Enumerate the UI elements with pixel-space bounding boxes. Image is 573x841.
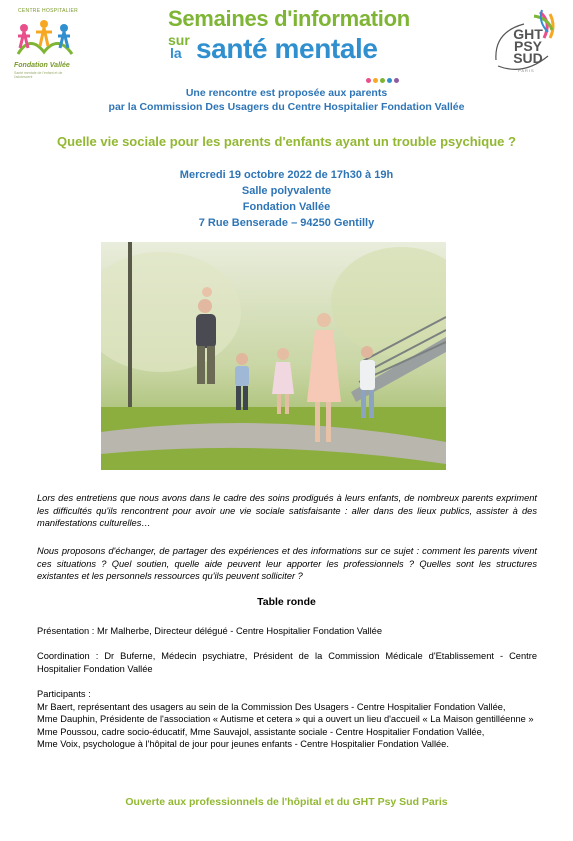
question-heading: Quelle vie sociale pour les parents d'enfants ayant un trouble psychique ? xyxy=(57,134,516,149)
participant-4: Mme Voix, psychologue à l'hôpital de jour pour jeunes enfants - Centre Hospitalier Fondation Vallée. xyxy=(37,739,449,749)
paragraph-1: Lors des entretiens que nous avons dans le cadre des soins prodigués à leurs enfants, de nombreux parents expriment les difficultés qu'ils rencontrent pour avoir une vie sociale satisfaisante : aller dans des lieux publics, assister à des manifestations culturelles… xyxy=(37,493,537,528)
event-room: Salle polyvalente xyxy=(241,185,332,197)
event-details xyxy=(0,167,573,231)
intro-line2: par la Commission Des Usagers du Centre Hospitalier Fondation Vallée xyxy=(108,101,465,113)
dot-green xyxy=(380,78,385,83)
table-ronde-heading: Table ronde xyxy=(257,596,316,608)
title-sur: sur xyxy=(168,32,190,48)
dot-blue xyxy=(387,78,392,83)
title-line2: santé mentale xyxy=(196,33,378,64)
paragraph-2: Nous proposons d'échanger, de partager des expériences et des informations sur ce sujet : comment les parents vivent ces situations ? Quel soutien, quelle aide peuvent leur apporter les professionnels ? Quelles sont les structures existantes et les personnels ressources qu'ils peuvent solliciter ? xyxy=(37,546,537,581)
presentation-line: Présentation : Mr Malherbe, Directeur délégué - Centre Hospitalier Fondation Vallée xyxy=(37,626,383,636)
family-photo xyxy=(101,242,446,470)
intro-line1: Une rencontre est proposée aux parents xyxy=(185,87,388,99)
title-line1: Semaines d'information xyxy=(168,6,410,31)
ght-line2: PSY xyxy=(513,38,542,54)
dot-pink xyxy=(366,78,371,83)
dot-purple xyxy=(394,78,399,83)
family-figures-icon xyxy=(10,12,80,68)
participants-label: Participants : xyxy=(37,689,91,699)
title-la: la xyxy=(170,45,182,61)
intro xyxy=(0,86,573,114)
event-date: Mercredi 19 octobre 2022 de 17h30 à 19h xyxy=(179,169,394,181)
footer-note: Ouverte aux professionnels de l'hôpital et du GHT Psy Sud Paris xyxy=(125,796,448,808)
family-walking-illustration xyxy=(101,242,446,470)
ght-text xyxy=(508,28,548,64)
ght-psy-sud-logo xyxy=(490,8,560,74)
logo-name: Fondation Vallée xyxy=(14,62,70,69)
participant-3: Mme Poussou, cadre socio-éducatif, Mme Sauvajol, assistante sociale - Centre Hospitalier Fondation Vallée, xyxy=(37,726,485,737)
coordination-line: Coordination : Dr Buferne, Médecin psychiatre, Président de la Commission Médicale d'Etablissement - Centre Hospitalier Fondation Vallée xyxy=(37,651,537,674)
participant-2: Mme Dauphin, Présidente de l'association « Autisme et cetera » qui a ouvert un lieu d'accueil « La Maison gentilléenne » xyxy=(37,714,534,724)
header xyxy=(0,0,573,80)
ght-line1: GHT xyxy=(513,26,543,42)
event-address: 7 Rue Benserade – 94250 Gentilly xyxy=(198,217,375,229)
ght-line3: SUD xyxy=(513,50,543,66)
fondation-vallee-logo xyxy=(10,8,80,79)
dot-orange xyxy=(373,78,378,83)
participants-block xyxy=(37,688,537,751)
logo-tagline: Santé mentale de l'enfant et de l'adolescent xyxy=(14,71,63,79)
logo-top-text: CENTRE HOSPITALIER xyxy=(18,8,79,14)
participant-1: Mr Baert, représentant des usagers au sein de la Commission Des Usagers - Centre Hospitalier Fondation Vallée, xyxy=(37,701,506,712)
campaign-title-logo xyxy=(160,6,420,78)
event-place: Fondation Vallée xyxy=(242,201,331,213)
ght-city: PARIS xyxy=(518,68,535,73)
